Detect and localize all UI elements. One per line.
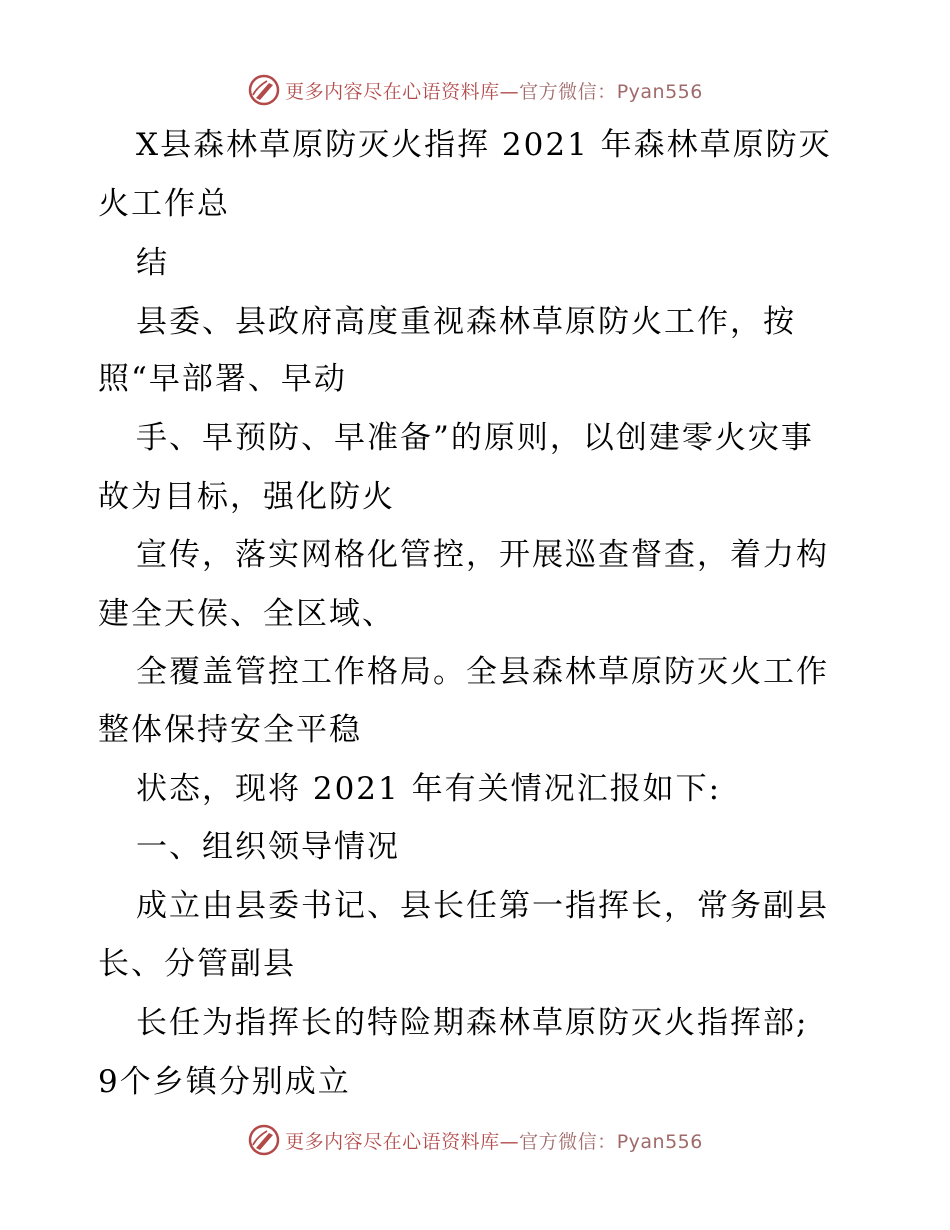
seal-logo-icon	[247, 1123, 281, 1157]
paragraph-line: 长、分管副县	[98, 946, 296, 982]
document-title-line-1: X县森林草原防灭火指挥 2021 年森林草原防灭	[136, 127, 832, 163]
paragraph-line: 全覆盖管控工作格局。全县森林草原防灭火工作	[136, 654, 829, 690]
paragraph-line: 手、早预防、早准备”的原则，以创建零火灾事	[136, 420, 814, 456]
section-heading: 一、组织领导情况	[136, 829, 400, 865]
paragraph-line: 9个乡镇分别成立	[98, 1064, 351, 1100]
paragraph-line: 县委、县政府高度重视森林草原防火工作，按	[136, 304, 796, 340]
paragraph-line: 宣传，落实网格化管控，开展巡查督查，着力构	[136, 537, 829, 573]
paragraph-line: 长任为指挥长的特险期森林草原防灭火指挥部;	[136, 1005, 809, 1041]
paragraph-line: 状态，现将 2021 年有关情况汇报如下:	[136, 771, 722, 807]
paragraph-line: 建全天侯、全区域、	[98, 596, 395, 632]
paragraph-line: 故为目标，强化防火	[98, 479, 395, 515]
watermark-banner-bottom	[0, 1120, 950, 1160]
paragraph-line: 整体保持安全平稳	[98, 712, 362, 748]
watermark-text: 更多内容尽在心语资料库—官方微信：Pyan556	[285, 1130, 703, 1153]
paragraph-line: 成立由县委书记、县长任第一指挥长，常务副县	[136, 888, 829, 924]
watermark-text: 更多内容尽在心语资料库—官方微信：Pyan556	[285, 80, 703, 103]
document-title-line-3: 结	[136, 245, 169, 281]
document-title-line-2: 火工作总	[98, 186, 230, 222]
paragraph-line: 照“早部署、早动	[98, 361, 347, 397]
